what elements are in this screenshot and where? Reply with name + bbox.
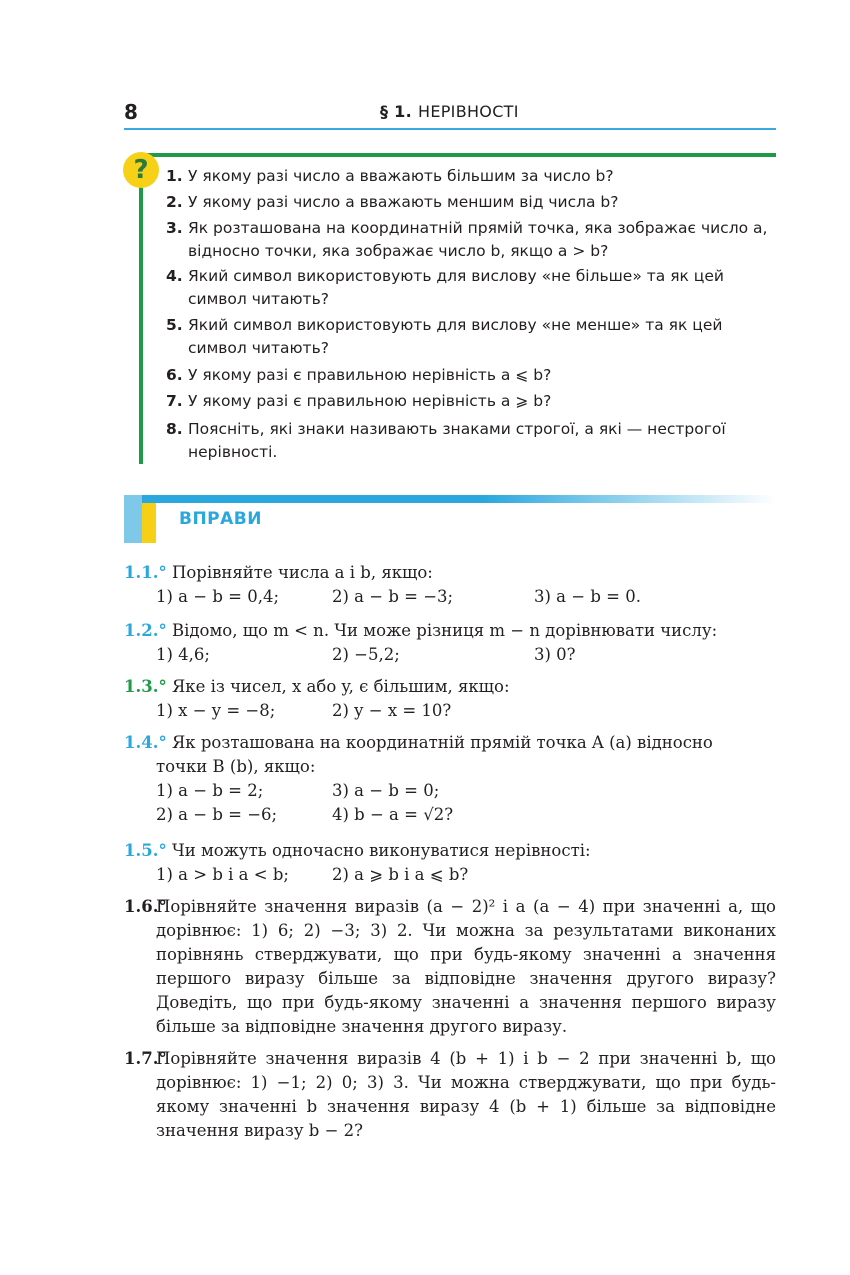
question-item: 6. У якому разі є правильною нерівність a ⩽ b? (166, 364, 776, 387)
exercise-text: Чи можуть одночасно виконуватися нерівності: (171, 841, 591, 860)
questions-left-rule (139, 164, 143, 464)
exercise-1-7 (124, 1047, 776, 1143)
section-header (380, 102, 519, 121)
question-text: Як розташована на координатній прямій точка, яка зображає число a, відносно точки, яка зображає число b, якщо a > b? (188, 219, 768, 260)
exercise-option: 3) a − b = 0; (332, 781, 440, 800)
exercise-1-3 (124, 675, 780, 723)
exercise-number: 1.4.° (124, 733, 167, 752)
question-item: 3. Як розташована на координатній прямій точка, яка зображає число a, відносно точки, яка зображає число b, якщо a > b? (166, 217, 776, 263)
question-text: У якому разі число a вважають більшим за число b? (188, 167, 614, 185)
exercise-option: 2) a ⩾ b і a ⩽ b? (332, 865, 469, 884)
question-item: 8. Поясніть, які знаки називають знаками строгої, а які — нестрогої нерівності. (166, 418, 776, 464)
exercises-banner-bar (124, 495, 776, 503)
section-title: НЕРІВНОСТІ (417, 102, 519, 121)
question-item: 4. Який символ використовують для вислову «не більше» та як цей символ читають? (166, 265, 776, 311)
exercise-option: 1) 4,6; (156, 645, 210, 664)
exercise-option: 1) x − y = −8; (156, 701, 276, 720)
exercise-text: Яке із чисел, x або y, є більшим, якщо: (171, 677, 510, 696)
question-item: 5. Який символ використовують для вислову «не менше» та як цей символ читають? (166, 314, 776, 360)
question-text: У якому разі число a вважають меншим від числа b? (188, 193, 619, 211)
exercise-text: Порівняйте значення виразів (a − 2)² і a (a − 4) при значенні a, що дорівнює: 1) 6; 2) −3; 3) 2. Чи можна за результатами виконаних порівнянь стверджувати, що при будь-якому значенні a значення першого виразу більше за відповідне значення другого виразу? Доведіть, що при будь-якому значенні a значення першого виразу більше за відповідне значення другого виразу. (156, 897, 776, 1036)
exercise-number: 1.2.° (124, 621, 167, 640)
exercise-text: Порівняйте числа a і b, якщо: (171, 563, 433, 582)
question-item: 1. У якому разі число a вважають більшим за число b? (166, 165, 776, 188)
question-text: Поясніть, які знаки називають знаками строгої, а які — нестрогої нерівності. (188, 420, 726, 461)
question-text: Який символ використовують для вислову «не більше» та як цей символ читають? (188, 267, 724, 308)
questions-top-rule (142, 153, 776, 157)
exercises-banner-tab (124, 495, 142, 543)
exercise-number: 1.3.° (124, 677, 167, 696)
exercise-option: 4) b − a = √2? (332, 805, 454, 824)
question-text: У якому разі є правильною нерівність a ⩽ b? (188, 366, 552, 384)
exercise-text: Як розташована на координатній прямій точка A (a) відносно (171, 733, 713, 752)
exercise-1-2 (124, 619, 780, 667)
exercise-option: 2) y − x = 10? (332, 701, 452, 720)
exercise-option: 3) a − b = 0. (534, 587, 641, 606)
exercise-number: 1.6.° (124, 897, 167, 916)
exercise-1-1 (124, 561, 780, 609)
exercise-1-5 (124, 839, 780, 887)
exercise-text: Відомо, що m < n. Чи може різниця m − n дорівнювати числу: (171, 621, 718, 640)
exercise-text: Порівняйте значення виразів 4 (b + 1) і b − 2 при значенні b, що дорівнює: 1) −1; 2) 0; 3) 3. Чи можна стверджувати, що при будь-якому значенні b значення виразу 4 (b + 1) більше за відповідне значення виразу b − 2? (156, 1049, 776, 1140)
section-mark: § 1. (380, 102, 412, 121)
exercise-number: 1.7.° (124, 1049, 167, 1068)
exercise-number: 1.5.° (124, 841, 167, 860)
exercises-banner-tab-accent (142, 503, 156, 543)
exercise-1-6 (124, 895, 776, 1039)
question-text: У якому разі є правильною нерівність a ⩾ b? (188, 392, 552, 410)
header-rule (124, 128, 776, 130)
question-item: 7. У якому разі є правильною нерівність a ⩾ b? (166, 390, 776, 413)
exercise-option: 1) a > b і a < b; (156, 865, 289, 884)
exercise-option: 2) a − b = −6; (156, 805, 278, 824)
exercise-option: 2) a − b = −3; (332, 587, 454, 606)
exercise-1-4 (124, 731, 780, 827)
exercise-option: 1) a − b = 0,4; (156, 587, 280, 606)
question-mark-icon: ? (123, 152, 159, 188)
page-number: 8 (124, 100, 138, 124)
question-item: 2. У якому разі число a вважають меншим від числа b? (166, 191, 776, 214)
exercise-option: 3) 0? (534, 645, 576, 664)
exercise-number: 1.1.° (124, 563, 167, 582)
exercise-option: 1) a − b = 2; (156, 781, 264, 800)
exercise-option: 2) −5,2; (332, 645, 400, 664)
exercises-title: ВПРАВИ (179, 509, 262, 529)
exercise-text: точки B (b), якщо: (156, 757, 316, 776)
question-text: Який символ використовують для вислову «не менше» та як цей символ читають? (188, 316, 723, 357)
